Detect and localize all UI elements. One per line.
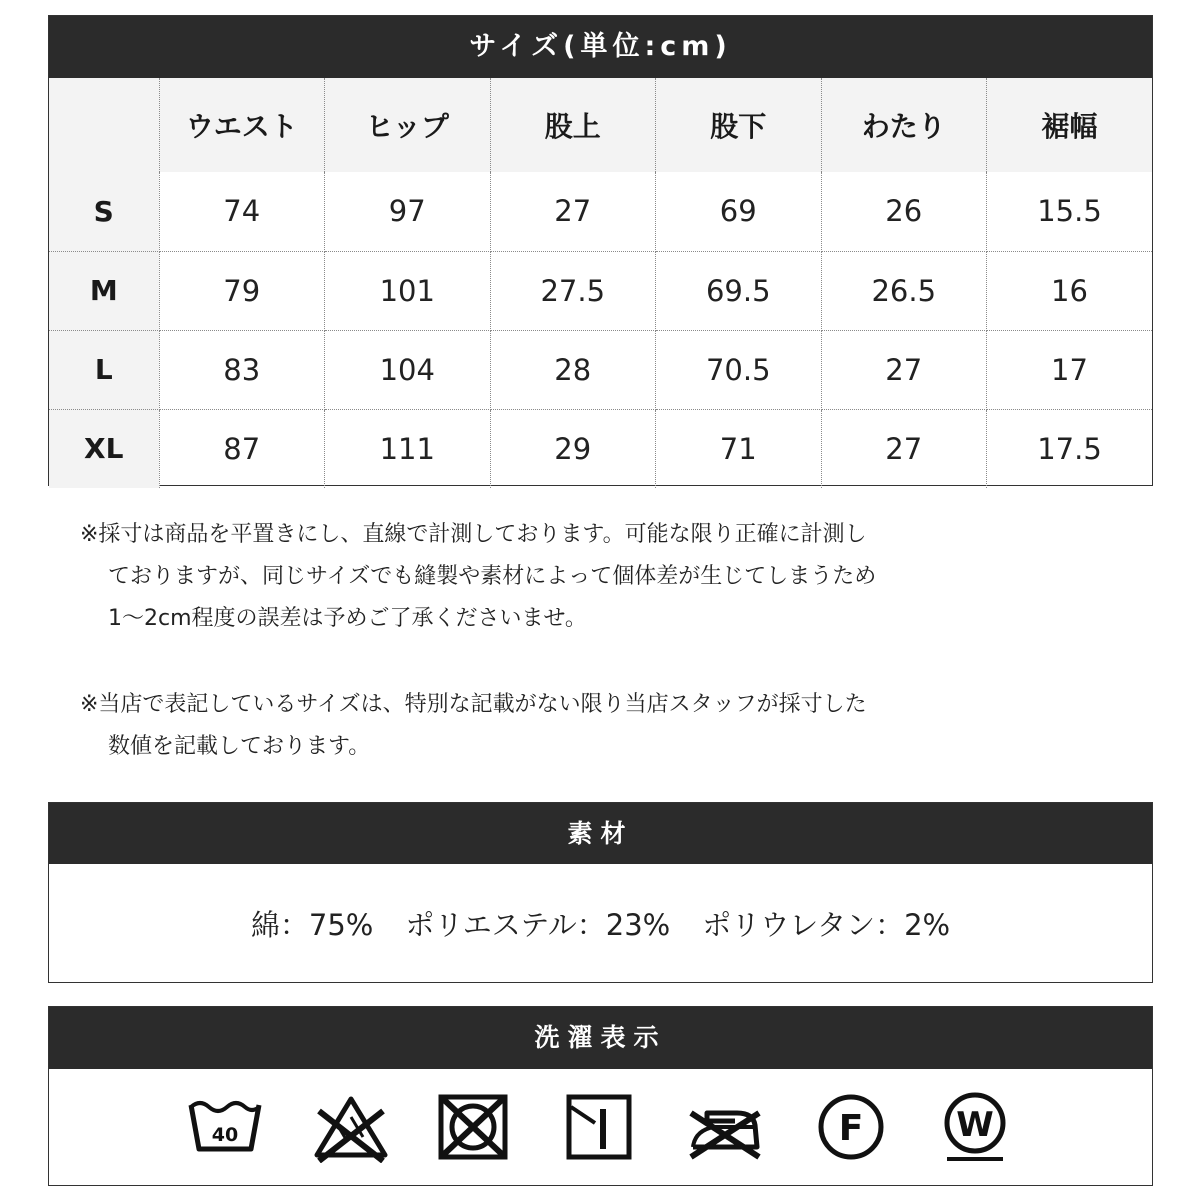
note-line: ※採寸は商品を平置きにし、直線で計測しております。可能な限り正確に計測し	[80, 522, 867, 547]
table-cell: 28	[490, 330, 656, 409]
wet-clean-w-icon	[935, 1091, 1015, 1163]
table-cell: 83	[159, 330, 325, 409]
table-cell: 27	[821, 330, 987, 409]
material-item-polyester: ポリエステル：23%	[405, 907, 671, 942]
table-cell: 17.5	[1037, 431, 1102, 466]
table-cell: 70.5	[656, 330, 822, 409]
care-label-section	[48, 1006, 1153, 1186]
measurement-note	[80, 514, 1080, 640]
table-cell: 26.5	[821, 251, 987, 330]
size-label: M	[49, 251, 159, 330]
table-cell: 26	[821, 172, 987, 251]
size-notation-note	[80, 684, 1080, 768]
table-row	[49, 172, 1152, 251]
material-section	[48, 802, 1153, 983]
table-row	[49, 251, 1152, 330]
dry-clean-letter: F	[838, 1108, 864, 1149]
size-table-section	[48, 15, 1153, 486]
material-composition	[49, 864, 1152, 982]
material-title: 素材	[49, 803, 1152, 864]
table-cell: 79	[159, 251, 325, 330]
size-label: XL	[49, 409, 159, 488]
table-cell: 27	[490, 172, 656, 251]
line-dry-icon	[559, 1091, 639, 1163]
note-line: ておりますが、同じサイズでも縫製や素材によって個体差が生じてしまうため	[108, 564, 877, 589]
wet-clean-letter: W	[956, 1105, 994, 1145]
table-cell: 104	[325, 330, 491, 409]
table-cell: 16	[987, 251, 1153, 330]
column-header-waist: ウエスト	[159, 78, 325, 172]
size-table	[49, 78, 1152, 488]
column-header-rise: 股上	[490, 78, 656, 172]
no-bleach-icon	[311, 1091, 391, 1163]
table-cell: 69.5	[656, 251, 822, 330]
iron-prohibited-icon	[685, 1091, 765, 1163]
size-table-corner-cell	[49, 78, 159, 172]
note-line: 数値を記載しております。	[108, 734, 371, 759]
table-cell: 101	[325, 251, 491, 330]
size-label: S	[49, 172, 159, 251]
table-cell: 29	[490, 409, 656, 488]
table-cell: 69	[656, 172, 822, 251]
table-cell: 27.5	[490, 251, 656, 330]
material-item-cotton: 綿：75%	[250, 907, 374, 942]
no-tumble-dry-icon	[433, 1091, 513, 1163]
dry-clean-f-icon	[811, 1091, 891, 1163]
size-table-title: サイズ(単位:cm)	[49, 16, 1152, 78]
table-cell: 111	[325, 409, 491, 488]
table-cell: 27	[821, 409, 987, 488]
wash-temperature: 40	[211, 1124, 239, 1146]
size-table-header-row	[49, 78, 1152, 172]
note-line: ※当店で表記しているサイズは、特別な記載がない限り当店スタッフが採寸した	[80, 692, 867, 717]
table-cell: 87	[159, 409, 325, 488]
table-cell: 17	[987, 330, 1153, 409]
wash-40-icon	[185, 1091, 265, 1163]
table-cell: 74	[159, 172, 325, 251]
column-header-hip: ヒップ	[325, 78, 491, 172]
note-line: 1～2cm程度の誤差は予めご了承くださいませ。	[108, 606, 587, 631]
table-row	[49, 409, 1152, 488]
column-header-thigh: わたり	[821, 78, 987, 172]
table-row	[49, 330, 1152, 409]
table-cell: 97	[325, 172, 491, 251]
table-cell: 15.5	[987, 172, 1153, 251]
size-label: L	[49, 330, 159, 409]
material-item-polyurethane: ポリウレタン：2%	[702, 907, 951, 942]
table-cell: 71	[656, 409, 822, 488]
care-title: 洗濯表示	[49, 1007, 1152, 1069]
care-icons-row	[49, 1069, 1152, 1185]
column-header-hem-width: 裾幅	[987, 78, 1153, 172]
column-header-inseam: 股下	[656, 78, 822, 172]
